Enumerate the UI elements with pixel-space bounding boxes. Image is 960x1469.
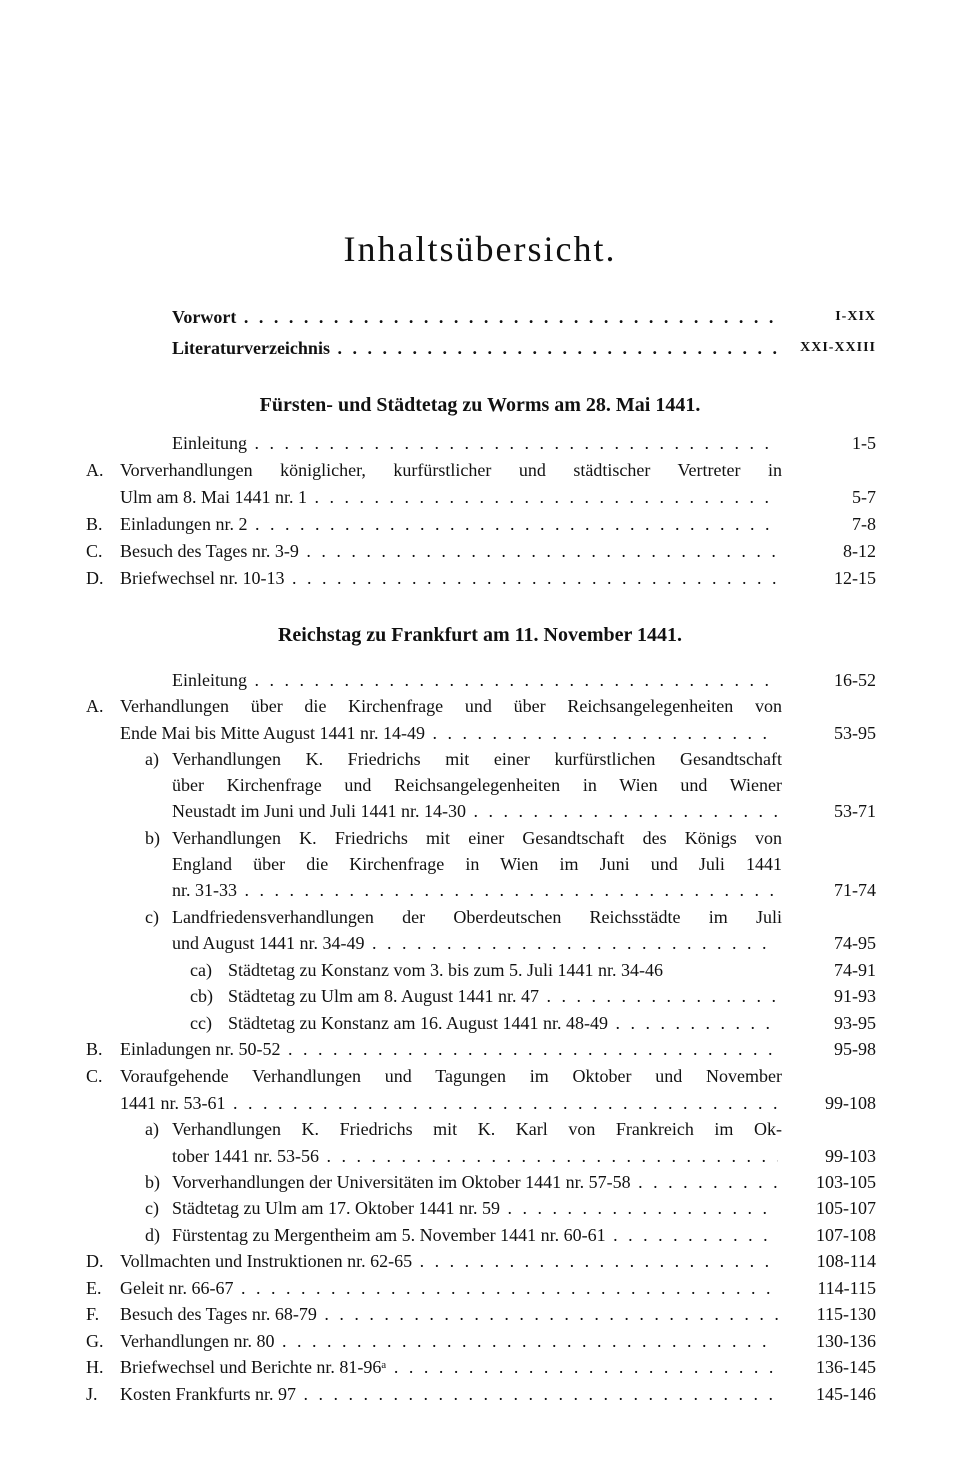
entry-text: Ulm am 8. Mai 1441 nr. 1 . . .: [120, 484, 778, 510]
toc-entry: [0, 1063, 960, 1089]
entry-page: XXI-XXIII: [800, 340, 876, 355]
entry-text: Städtetag zu Ulm am 8. August 1441 nr. 47 . . .: [228, 983, 778, 1009]
entry-label: F.: [86, 1304, 100, 1324]
entry-text: und August 1441 nr. 34-49 . . .: [172, 930, 778, 956]
entry-text: über Kirchenfrage und Reichsangelegenheiten in Wien und Wiener: [172, 775, 782, 795]
toc-entry: [0, 1010, 960, 1036]
toc-entry: [0, 1301, 960, 1327]
entry-label: a): [145, 1119, 159, 1139]
entry-page: 145-146: [816, 1384, 876, 1404]
entry-text: Vorverhandlungen königlicher, kurfürstlicher und städtischer Vertreter in: [120, 460, 782, 480]
entry-text: Briefwechsel nr. 10-13 . . .: [120, 565, 778, 591]
toc-entry: [0, 1275, 960, 1301]
entry-text: Einladungen nr. 2 . . .: [120, 511, 778, 537]
entry-page: 74-95: [834, 933, 876, 953]
toc-entry-continuation: [0, 798, 960, 824]
toc-entry: [0, 1036, 960, 1062]
toc-entry: [0, 1248, 960, 1274]
entry-text: Verhandlungen über die Kirchenfrage und über Reichsangelegenheiten von: [120, 696, 782, 716]
entry-text: Städtetag zu Ulm am 17. Oktober 1441 nr. 59 . . .: [172, 1195, 778, 1221]
toc-entry: [0, 983, 960, 1009]
entry-label: c): [145, 907, 159, 927]
entry-page: 1-5: [852, 433, 876, 453]
toc-entry-continuation: [0, 1143, 960, 1169]
entry-page: 91-93: [834, 986, 876, 1006]
entry-page: 105-107: [816, 1198, 876, 1218]
entry-label: ca): [190, 960, 212, 980]
entry-page: 12-15: [834, 568, 876, 588]
entry-label: c): [145, 1198, 159, 1218]
entry-text: Einladungen nr. 50-52 . . .: [120, 1036, 778, 1062]
entry-text: Verhandlungen K. Friedrichs mit einer kurfürstlichen Gesandtschaft: [172, 749, 782, 769]
entry-text: Ende Mai bis Mitte August 1441 nr. 14-49 . . .: [120, 720, 778, 746]
entry-label: d): [145, 1225, 160, 1245]
toc-entry: [0, 565, 960, 591]
entry-text: Vollmachten und Instruktionen nr. 62-65 . . .: [120, 1248, 778, 1274]
entry-page: 108-114: [816, 1251, 876, 1271]
entry-label: D.: [86, 1251, 104, 1271]
toc-entry: [0, 1222, 960, 1248]
toc-entry: [0, 1381, 960, 1407]
entry-page: 99-103: [825, 1146, 876, 1166]
entry-text: Verhandlungen K. Friedrichs mit K. Karl von Frankreich im Ok-: [172, 1119, 782, 1139]
entry-page: 136-145: [816, 1357, 876, 1377]
toc-entry: [0, 1116, 960, 1142]
entry-page: I-XIX: [835, 309, 876, 324]
entry-text: Briefwechsel und Berichte nr. 81-96ᵃ . . .: [120, 1354, 778, 1380]
toc-entry: [0, 1169, 960, 1195]
entry-text: Kosten Frankfurts nr. 97 . . .: [120, 1381, 778, 1407]
toc-entry-continuation: [0, 772, 960, 798]
entry-page: 95-98: [834, 1039, 876, 1059]
toc-entry-vorwort: [0, 304, 960, 330]
page-title: Inhaltsübersicht.: [343, 229, 617, 269]
entry-text: Voraufgehende Verhandlungen und Tagungen im Oktober und November: [120, 1066, 782, 1086]
entry-page: 53-95: [834, 723, 876, 743]
toc-entry-continuation: [0, 877, 960, 903]
entry-text: Literaturverzeichnis . . .: [172, 335, 778, 361]
entry-text: Fürstentag zu Mergentheim am 5. November 1441 nr. 60-61 . . .: [172, 1222, 778, 1248]
entry-label: C.: [86, 541, 103, 561]
entry-text: Vorverhandlungen der Universitäten im Oktober 1441 nr. 57-58 . . .: [172, 1169, 778, 1195]
entry-page: 99-108: [825, 1093, 876, 1113]
toc-entry-continuation: [0, 930, 960, 956]
toc-entry: [0, 457, 960, 483]
entry-text: Städtetag zu Konstanz am 16. August 1441 nr. 48-49 . . .: [228, 1010, 778, 1036]
entry-text: 1441 nr. 53-61 . . .: [120, 1090, 778, 1116]
entry-label: G.: [86, 1331, 104, 1351]
toc-entry-continuation: [0, 851, 960, 877]
entry-text: England über die Kirchenfrage in Wien im Juni und Juli 1441: [172, 854, 782, 874]
entry-page: 114-115: [817, 1278, 876, 1298]
entry-text: Verhandlungen K. Friedrichs mit einer Gesandtschaft des Königs von: [172, 828, 782, 848]
entry-label: cc): [190, 1013, 212, 1033]
toc-entry-continuation: [0, 484, 960, 510]
entry-text: Geleit nr. 66-67 . . .: [120, 1275, 778, 1301]
entry-page: 93-95: [834, 1013, 876, 1033]
entry-page: 103-105: [816, 1172, 876, 1192]
entry-text: tober 1441 nr. 53-56 . . .: [172, 1143, 778, 1169]
entry-page: 130-136: [816, 1331, 876, 1351]
toc-entry-continuation: [0, 1090, 960, 1116]
entry-label: C.: [86, 1066, 103, 1086]
entry-label: b): [145, 1172, 160, 1192]
toc-entry: [0, 1328, 960, 1354]
entry-page: 16-52: [834, 670, 876, 690]
toc-entry: [0, 538, 960, 564]
toc-entry: [0, 957, 960, 983]
toc-entry-literaturverzeichnis: [0, 335, 960, 361]
entry-text: Einleitung . . .: [172, 667, 778, 693]
entry-text: Verhandlungen nr. 80 . . .: [120, 1328, 778, 1354]
entry-label: b): [145, 828, 160, 848]
toc-entry: [0, 667, 960, 693]
entry-page: 8-12: [843, 541, 876, 561]
entry-text: Einleitung . . .: [172, 430, 778, 456]
entry-label: H.: [86, 1357, 104, 1377]
toc-entry: [0, 904, 960, 930]
entry-page: 74-91: [834, 960, 876, 980]
entry-text: Neustadt im Juni und Juli 1441 nr. 14-30 . . .: [172, 798, 778, 824]
entry-page: 71-74: [834, 880, 876, 900]
section-heading: Reichstag zu Frankfurt am 11. November 1441.: [277, 624, 683, 646]
toc-entry: [0, 693, 960, 719]
entry-text: Städtetag zu Konstanz vom 3. bis zum 5. Juli 1441 nr. 34-46: [228, 960, 663, 980]
entry-text: Vorwort . . .: [172, 304, 778, 330]
entry-label: J.: [86, 1384, 98, 1404]
toc-entry: [0, 1354, 960, 1380]
entry-label: E.: [86, 1278, 102, 1298]
entry-label: D.: [86, 568, 104, 588]
entry-label: B.: [86, 1039, 103, 1059]
entry-label: B.: [86, 514, 103, 534]
toc-entry: [0, 746, 960, 772]
entry-page: 53-71: [834, 801, 876, 821]
toc-entry: [0, 1195, 960, 1221]
entry-page: 107-108: [816, 1225, 876, 1245]
toc-entry-continuation: [0, 720, 960, 746]
entry-label: cb): [190, 986, 213, 1006]
entry-label: A.: [86, 696, 104, 716]
entry-page: 5-7: [852, 487, 876, 507]
entry-text: Landfriedensverhandlungen der Oberdeutschen Reichsstädte im Juli: [172, 907, 782, 927]
section-heading: Fürsten- und Städtetag zu Worms am 28. Mai 1441.: [259, 394, 701, 416]
entry-text: Besuch des Tages nr. 68-79 . . .: [120, 1301, 778, 1327]
entry-label: a): [145, 749, 159, 769]
toc-entry: [0, 511, 960, 537]
entry-page: 115-130: [816, 1304, 876, 1324]
toc-entry: [0, 825, 960, 851]
entry-page: 7-8: [852, 514, 876, 534]
entry-text: nr. 31-33 . . .: [172, 877, 778, 903]
toc-entry: [0, 430, 960, 456]
entry-label: A.: [86, 460, 104, 480]
entry-text: Besuch des Tages nr. 3-9 . . .: [120, 538, 778, 564]
